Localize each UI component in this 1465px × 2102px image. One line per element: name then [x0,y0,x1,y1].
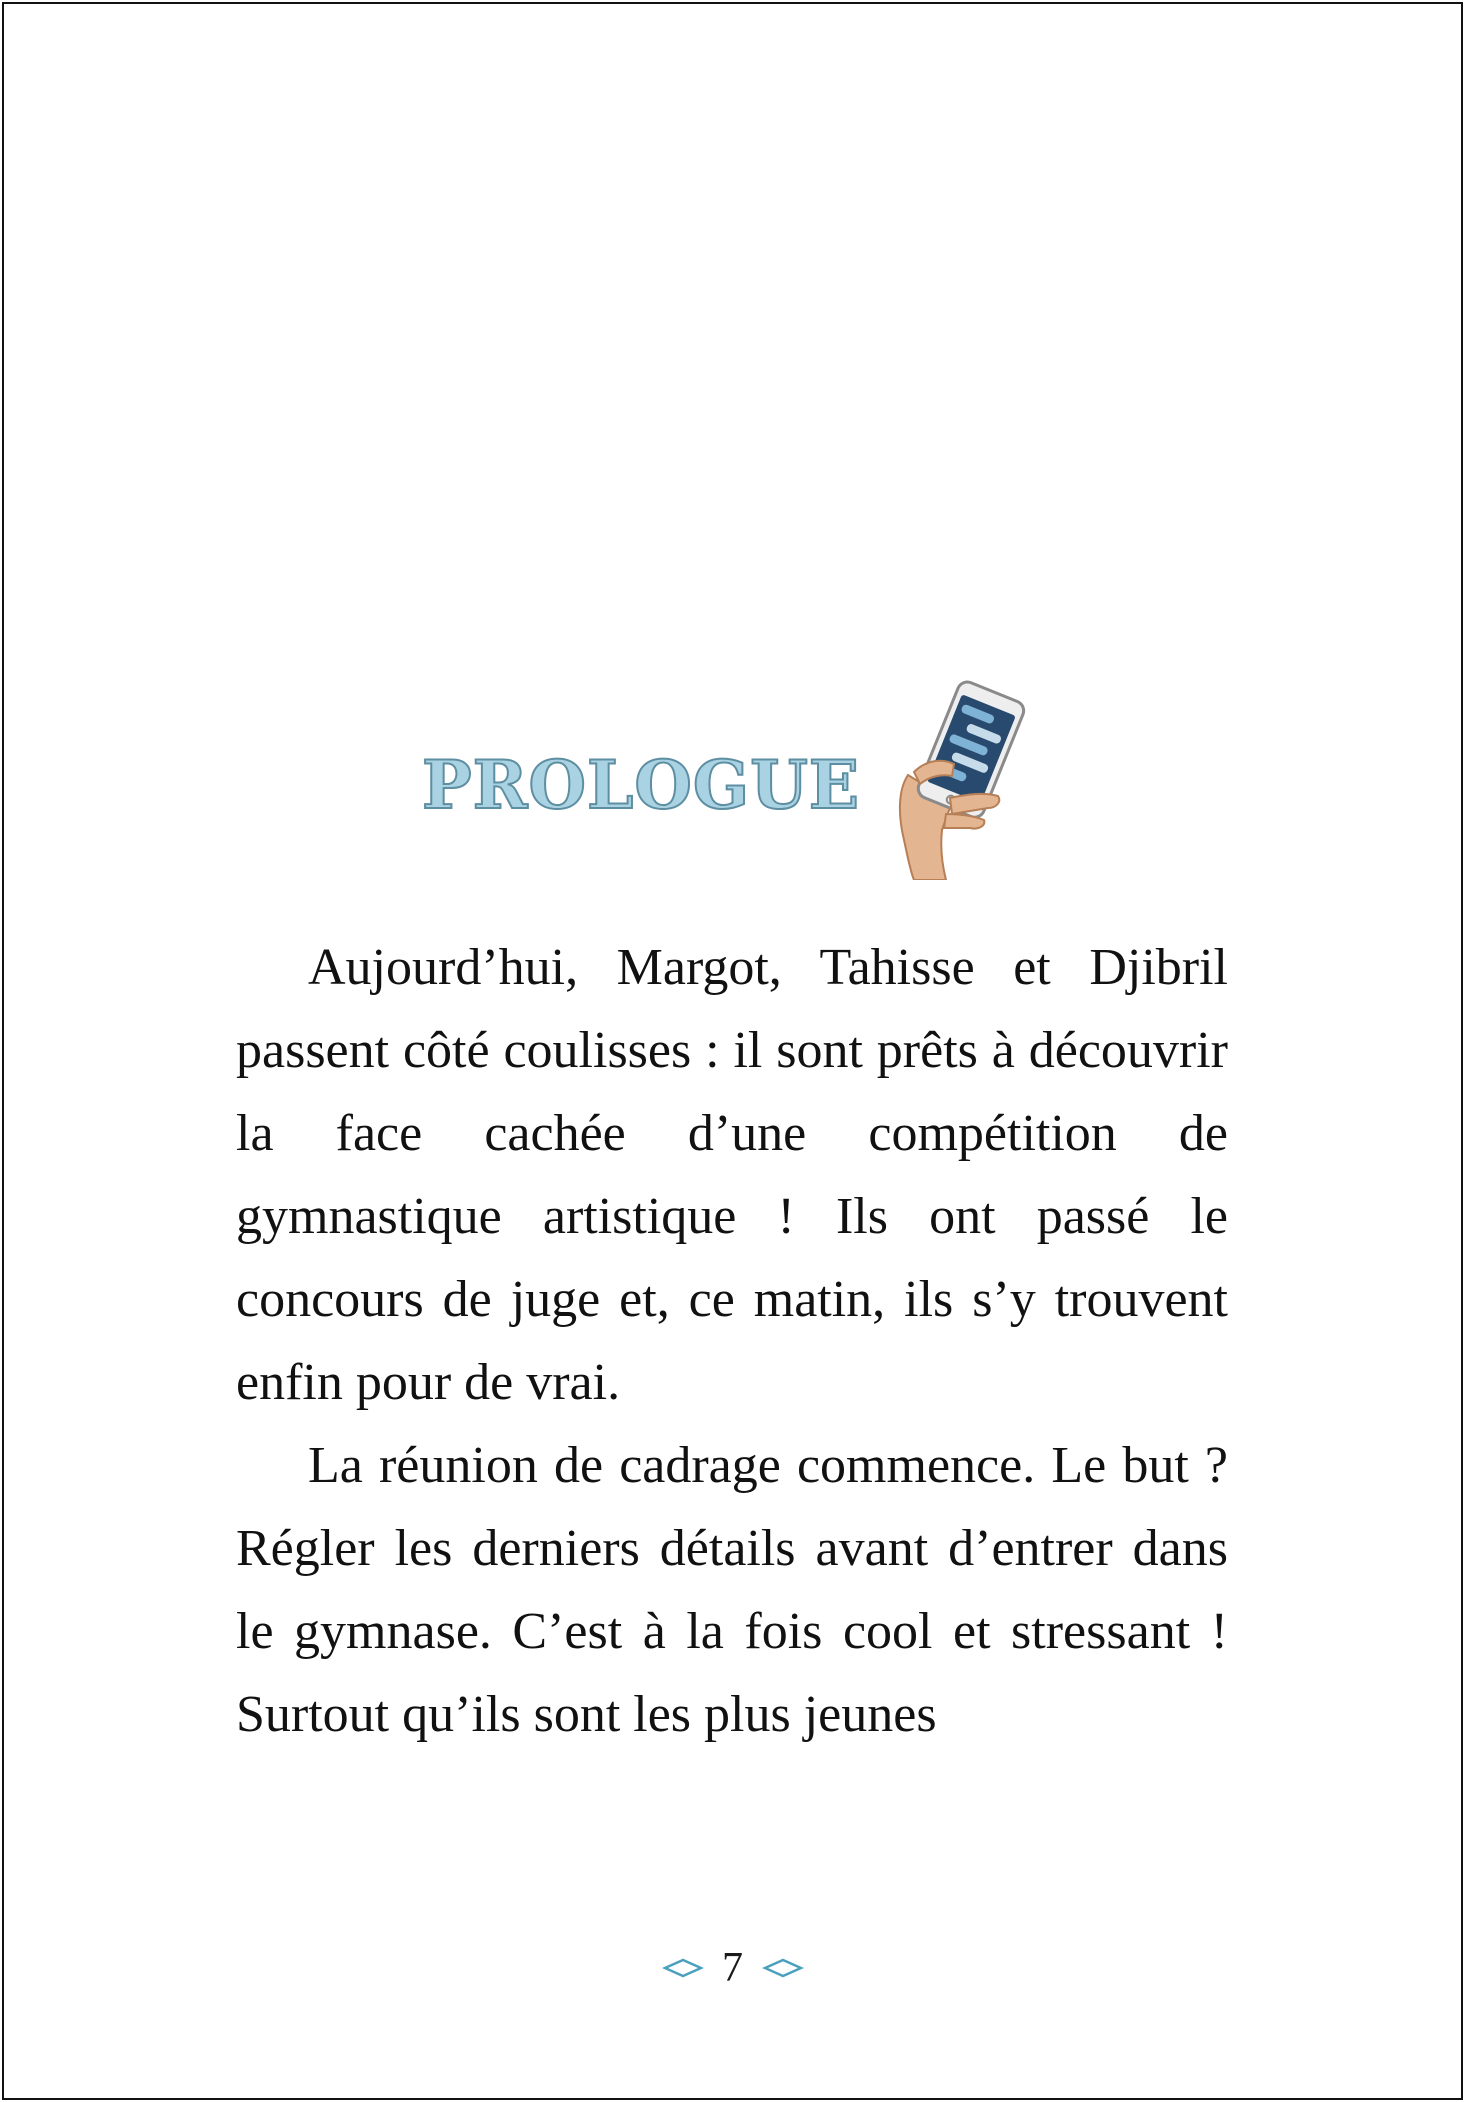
page-number: 7 [722,1945,743,1992]
paragraph-1: Aujourd’hui, Margot, Tahisse et Djibril passent côté coulisses : il sont prêts à découvrir la face cachée d’une compétition de gymnastique artistique ! Ils ont passé le concours de juge et, ce matin, ils s’y trouvent enfin pour de vrai. [236,939,1228,1411]
body-text [236,926,1228,1756]
hand-holding-smartphone-icon [880,680,1030,880]
diamond-outline-icon [762,1957,804,1979]
chapter-title [422,740,861,824]
page-footer [4,1938,1461,1995]
chapter-heading [4,4,1461,904]
diamond-outline-icon [662,1957,704,1979]
chapter-title-text: PROLOGUE [422,746,861,824]
book-page [2,2,1463,2100]
paragraph-2: La réunion de cadrage commence. Le but ? Régler les derniers détails avant d’entrer dans le gymnase. C’est à la fois cool et stressant ! Surtout qu’ils sont les plus jeunes [236,1437,1228,1743]
